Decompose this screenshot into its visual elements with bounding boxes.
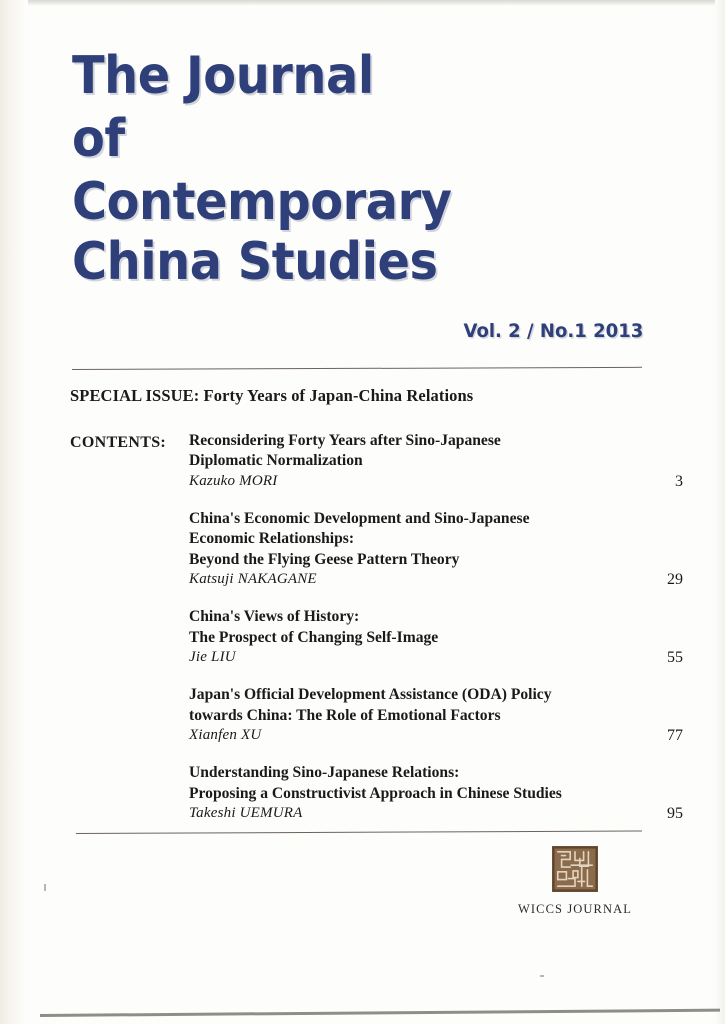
contents-entry-author: Kazuko MORI (189, 472, 278, 489)
contents-entry-title-line: Proposing a Constructivist Approach in Chinese Studies (189, 784, 562, 802)
contents-entry[interactable] (189, 763, 683, 823)
publisher-name: WICCS JOURNAL (518, 902, 632, 916)
scan-edge-bottom (40, 1009, 720, 1017)
scan-speck (540, 975, 544, 977)
special-issue-heading: SPECIAL ISSUE: Forty Years of Japan-China Relations (70, 386, 474, 405)
journal-title-line-2: of (72, 108, 125, 169)
contents-entry-page-number: 29 (667, 571, 683, 589)
contents-entry-title-line: Beyond the Flying Geese Pattern Theory (189, 550, 460, 568)
contents-entry-title-line: The Prospect of Changing Self-Image (189, 628, 439, 646)
journal-title-line-1: The Journal (72, 46, 374, 106)
contents-entry-page-number: 95 (667, 805, 683, 823)
scan-edge-top (28, 0, 725, 6)
volume-issue-line: Vol. 2 / No.1 2013 (463, 320, 643, 342)
contents-label: CONTENTS: (70, 434, 167, 451)
contents-entry-title-line: towards China: The Role of Emotional Factors (189, 706, 501, 724)
journal-title-line-4: China Studies (72, 231, 438, 292)
contents-entry-author: Xianfen XU (189, 726, 262, 743)
contents-entry-title-line: Understanding Sino-Japanese Relations: (189, 764, 460, 782)
divider-top (72, 367, 642, 371)
contents-entry[interactable] (189, 685, 683, 745)
journal-masthead (72, 46, 632, 292)
contents-entry-title-line: China's Economic Development and Sino-Japanese (189, 510, 530, 528)
contents-entry-list (189, 431, 683, 841)
contents-entry-title-line: Diplomatic Normalization (189, 452, 363, 470)
scan-edge-right (715, 0, 725, 1024)
contents-entry-page-number: 77 (667, 727, 683, 745)
contents-entry-author: Takeshi UEMURA (189, 804, 303, 821)
journal-title-line-3: Contemporary (72, 171, 452, 232)
scan-edge-left (0, 0, 26, 1024)
contents-entry-title-line: Japan's Official Development Assistance (ODA) Policy (189, 686, 552, 704)
contents-entry-title-line: China's Views of History: (189, 608, 360, 626)
contents-entry[interactable] (189, 509, 683, 589)
contents-entry-page-number: 55 (667, 649, 683, 667)
seal-square-icon (552, 846, 598, 892)
contents-entry-title-line: Reconsidering Forty Years after Sino-Japanese (189, 432, 501, 449)
contents-entry[interactable] (189, 431, 683, 491)
contents-entry-title-line: Economic Relationships: (189, 530, 355, 548)
contents-entry-author: Jie LIU (189, 648, 236, 665)
contents-entry[interactable] (189, 607, 683, 667)
contents-entry-page-number: 3 (675, 473, 683, 491)
scan-speck (44, 884, 46, 891)
contents-entry-author: Katsuji NAKAGANE (189, 570, 317, 587)
publisher-mark (505, 846, 645, 917)
